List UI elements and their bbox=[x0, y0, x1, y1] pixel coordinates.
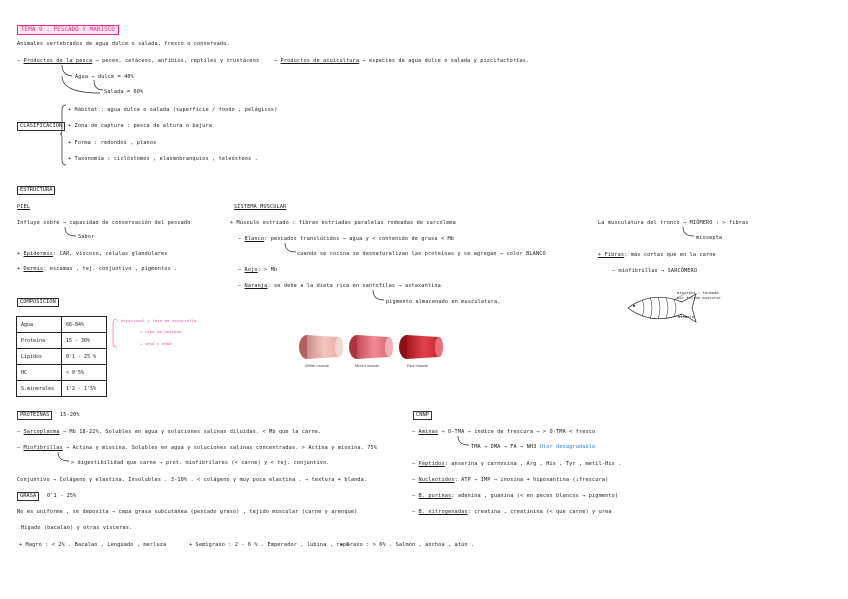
epidermis-line: + Epidermis: CAR, viscoso, células glandulares bbox=[17, 251, 168, 257]
musculo-line: + Músculo estriado : fibras estriadas paralelas rodeadas de sarcolema bbox=[230, 220, 456, 226]
proteinas-range: 15-20% bbox=[60, 412, 80, 418]
table-cell: Agua bbox=[17, 317, 62, 333]
table-row bbox=[17, 349, 107, 365]
piel-sabor: Sabor bbox=[78, 234, 95, 240]
table-cell: Proteína bbox=[17, 333, 62, 349]
naranja-label: Naranja bbox=[244, 283, 268, 289]
table-cell: 1'2 - 1'5% bbox=[62, 381, 107, 397]
acuicultura-list: especies de agua dulce o salada y piscifactorías. bbox=[368, 58, 530, 64]
composicion-note: + tipo de pescado bbox=[140, 329, 182, 334]
sarcoplasma-label: Sarcoplasma bbox=[23, 429, 60, 435]
grasa-line-2: Hígado (bacalao) y otras vísceras. bbox=[21, 525, 133, 531]
proteinas-label: PROTEINAS bbox=[17, 411, 52, 420]
miofibrillas-text: — miofibrillas → SARCÓMERO bbox=[612, 268, 698, 274]
intro-text: Animales vertebrados de agua dulce o salada, fresco o conservado. bbox=[17, 41, 230, 47]
fibras-label: + Fibras bbox=[598, 252, 625, 258]
blanco-line: — Blanco: pescados translúcidos → agua y < contenido de grasa < Mb bbox=[238, 236, 455, 242]
aminas-line-2 bbox=[471, 444, 595, 451]
conjuntivo-line: Conjuntivo → Colágeno y elastina. Insolubles . 3-10% . < colágeno y muy poca elastina . → textura + blanda. bbox=[17, 477, 368, 483]
epidermis-label: Epidermis bbox=[23, 251, 54, 257]
dermis-label: Dermis bbox=[23, 266, 44, 272]
blanco-label: Blanco bbox=[244, 236, 265, 242]
aminas-chain: TMA → DMA → FA → NH3 bbox=[471, 444, 537, 450]
grasa-range: 0'1 - 25% bbox=[47, 493, 77, 499]
miofibrillas-digest: > digestibilidad que carne → prot. miofibrilares (< carne) y < tej. conjuntivo. bbox=[71, 460, 330, 466]
aminas-label: Aminas bbox=[418, 429, 439, 435]
miofibrillas-value: → Actina y miosina. Solubles en agua y soluciones salinas concentradas. > Actina y miosina. 75% bbox=[66, 445, 378, 451]
sistema-heading: SISTEMA MUSCULAR bbox=[234, 204, 287, 210]
table-cell: Lípidos bbox=[17, 349, 62, 365]
dermis-value: : escamas , tej. conjuntivo , pigmentos . bbox=[43, 266, 178, 272]
aminas-value: → O-TMA → índice de frescura → > O-TMA < fresco bbox=[441, 429, 596, 435]
arrow-curve-icon bbox=[682, 227, 696, 239]
white-muscle-label: White muscle bbox=[305, 363, 330, 368]
arrow-curve-icon bbox=[60, 65, 80, 99]
cnnp-label: CNNP bbox=[413, 411, 432, 420]
aminas-line: — Aminas → O-TMA → índice de frescura → > O-TMA < fresco bbox=[412, 429, 596, 435]
sarcoplasma-line: — Sarcoplasma → Mb 18-22%. Solubles en agua y soluciones salinas diluidas. < Mb que la carne. bbox=[17, 429, 322, 435]
arrow-curve-icon bbox=[64, 227, 78, 239]
rojo-line: — Rojo: > Mb bbox=[238, 267, 278, 273]
pesca-line: — Productos de la pesca → peces, cetáceos, anfibios, reptiles y crustáceos bbox=[17, 58, 260, 64]
peptidos-value: : anserina y carnosina , Arg , His , Tyr , metil-His . bbox=[444, 461, 622, 467]
arrow-curve-icon bbox=[372, 290, 386, 304]
grasa-line: No es uniforme , se deposita → capa grasa subcutánea (pescado graso) , tejido muscular (carne y arenque) bbox=[17, 509, 358, 515]
naranja-line: — Naranja: se debe a la dieta rica en xantofilas → astaxantina bbox=[238, 283, 441, 289]
arrow-curve-icon bbox=[457, 436, 471, 448]
pesca-label: Productos de la pesca bbox=[23, 58, 93, 64]
table-cell: < 0'5% bbox=[62, 365, 107, 381]
agua-salada: Salada = 60% bbox=[104, 89, 144, 95]
table-cell: 15 - 30% bbox=[62, 333, 107, 349]
composicion-note: + estacional y fase de desarrollo bbox=[116, 318, 197, 323]
naranja-pigmento: pigmento almacenado en musculatura. bbox=[386, 299, 501, 305]
fibras-value: : más cortas que en la carne bbox=[624, 252, 716, 258]
arrow-curve-icon bbox=[284, 243, 298, 255]
table-cell: 66-84% bbox=[62, 317, 107, 333]
sarcoplasma-value: → Mb 18-22%. Solubles en agua y soluciones salinas diluidas. < Mb que la carne. bbox=[62, 429, 322, 435]
fish-label-miomero: miómero bbox=[678, 315, 695, 319]
tronco-line: La musculatura del tronco → MIÓMERO : > fibras bbox=[598, 220, 749, 226]
blanco-value: : pescados translúcidos → agua y < contenido de grasa < Mb bbox=[264, 236, 455, 242]
pesca-list: peces, cetáceos, anfibios, reptiles y crustáceos bbox=[102, 58, 260, 64]
dermis-line: + Dermis: escamas , tej. conjuntivo , pigmentos . bbox=[17, 266, 178, 272]
table-cell: 0'1 - 25 % bbox=[62, 349, 107, 365]
grasa-magro: + Magro : < 2% . Bacalao , Lenguado , merluza bbox=[19, 542, 167, 548]
nitrogenadas-value: : creatina , creatinina (< que carne) y urea bbox=[467, 509, 612, 515]
miofibrillas-line: — Miofibrillas → Actina y miosina. Solubles en agua y soluciones salinas concentradas. > Actina y miosina. 75% bbox=[17, 445, 378, 451]
table-row bbox=[17, 365, 107, 381]
page-title: TEMA 9 : PESCADO Y MARISCO bbox=[17, 25, 119, 35]
nucleotidos-line: — Nucleótidos: ATP → IMP → inosina + hipoxantina (↓frescura) bbox=[412, 477, 609, 483]
mixed-muscle-image bbox=[348, 334, 394, 360]
nucleotidos-value: : ATP → IMP → inosina + hipoxantina (↓frescura) bbox=[454, 477, 609, 483]
clasificacion-item: + Zona de captura : pesca de altura o bajura bbox=[68, 123, 213, 129]
table-cell: HC bbox=[17, 365, 62, 381]
purinas-line: — B. purinas: adenina , guanina (< en peces blancos → pigmento) bbox=[412, 493, 619, 499]
grasa-label: GRASA bbox=[17, 492, 39, 501]
fibras-line bbox=[598, 252, 716, 259]
mixed-muscle-label: Mixed muscle bbox=[355, 363, 380, 368]
table-row bbox=[17, 317, 107, 333]
epidermis-value: : CAR, viscoso, células glandulares bbox=[53, 251, 168, 257]
composicion-table bbox=[16, 316, 107, 397]
red-muscle-label: Red muscle bbox=[407, 363, 429, 368]
grasa-graso: + Graso : > 6% . Salmón , anchoa , atún . bbox=[340, 542, 475, 548]
miosepta-text: miosepta bbox=[696, 235, 723, 241]
purinas-label: B. purinas bbox=[418, 493, 452, 499]
naranja-value: : se debe a la dieta rica en xantofilas → astaxantina bbox=[267, 283, 441, 289]
clasificacion-item: + Forma : redondos , planos bbox=[68, 140, 157, 146]
acuicultura-label: Productos de acuicultura bbox=[280, 58, 360, 64]
nitrogenadas-label: B. nitrogenadas bbox=[418, 509, 468, 515]
peptidos-line: — Péptidos: anserina y carnosina , Arg , His , Tyr , metil-His . bbox=[412, 461, 622, 467]
clasificacion-item: + Taxonomía : ciclóstomos , elasmobranquios , teleósteos . bbox=[68, 156, 258, 162]
red-muscle-image bbox=[398, 334, 444, 360]
clasificacion-item: + Hábitat : agua dulce o salada (superficie / fondo , pelágicos) bbox=[68, 107, 278, 113]
grasa-semigraso: + Semigraso : 2 - 6 % . Emperador , lubina , rape bbox=[189, 542, 350, 548]
miofibrillas-value: miofibrillas → SARCÓMERO bbox=[618, 268, 698, 274]
piel-line: Influye sobre → capacidad de conservación del pescado bbox=[17, 220, 191, 226]
nucleotidos-label: Nucleótidos bbox=[418, 477, 455, 483]
white-muscle-image bbox=[298, 334, 344, 360]
nitrogenadas-line: — B. nitrogenadas: creatina , creatinina (< que carne) y urea bbox=[412, 509, 612, 515]
composicion-label: COMPOSICIÓN bbox=[17, 298, 59, 307]
arrow-curve-icon bbox=[57, 452, 71, 464]
peptidos-label: Péptidos bbox=[418, 461, 445, 467]
bracket-icon bbox=[60, 104, 68, 166]
agua-label: Agua bbox=[75, 74, 89, 80]
composicion-note: + sexo y edad bbox=[140, 341, 172, 346]
agua-line: Agua → dulce = 40% bbox=[75, 74, 134, 80]
estructura-label: ESTRUCTURA bbox=[17, 186, 55, 195]
piel-heading: PIEL bbox=[17, 204, 31, 210]
clasificacion-label: CLASIFICACIÓN bbox=[17, 122, 65, 131]
table-cell: S.minerales bbox=[17, 381, 62, 397]
fish-label-miosepta: miosepta : formada por tejido muscular bbox=[677, 291, 721, 300]
aminas-olor: Olor desagradable bbox=[539, 444, 596, 450]
miofibrillas-label: Miofibrillas bbox=[23, 445, 63, 451]
agua-dulce: dulce = 40% bbox=[97, 74, 134, 80]
rojo-label: Rojo bbox=[244, 267, 258, 273]
table-row bbox=[17, 381, 107, 397]
blanco-cook: cuando se cocina se desnaturalizan las proteínas y se agregan → color BLANCO bbox=[297, 251, 546, 257]
rojo-value: : > Mb bbox=[257, 267, 278, 273]
table-row bbox=[17, 333, 107, 349]
purinas-value: : adenina , guanina (< en peces blancos → pigmento) bbox=[451, 493, 619, 499]
acuicultura-line: — Productos de acuicultura → especies de agua dulce o salada y piscifactorías. bbox=[274, 58, 530, 64]
